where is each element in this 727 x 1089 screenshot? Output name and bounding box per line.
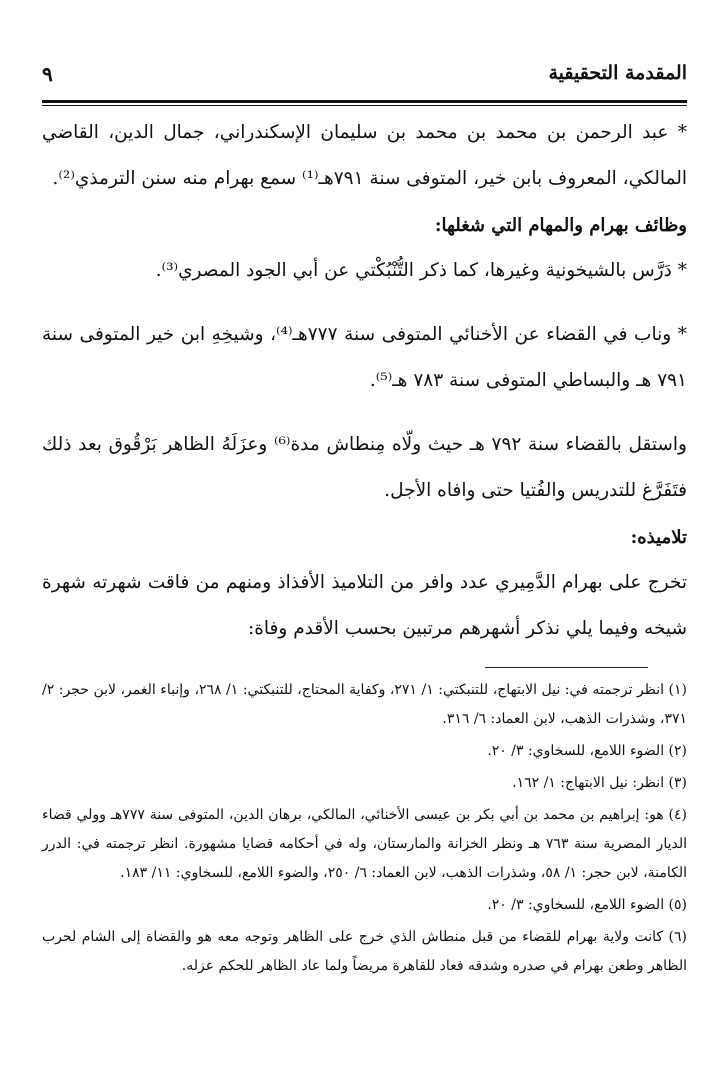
- footnote-6: (٦) كانت ولاية بهرام للقضاء من قبل منطاش الذي خرج على الظاهر وتوجه معه هو والقضاة إلى الشام لحرب الظاهر وطعن بهرام في صدره وشدقه فعاد للقاهرة مريضاً ولما عاد الظاهر للحكم عزله.: [42, 929, 687, 974]
- page-number: ٩: [42, 62, 53, 86]
- paragraph-deputy-judge: * وناب في القضاء عن الأخنائي المتوفى سنة ٧٧٧هـ⁽⁴⁾، وشيخِهِ ابن خير المتوفى سنة ٧٩١ هـ والبساطي المتوفى سنة ٧٨٣ هـ⁽⁵⁾.: [42, 324, 687, 391]
- running-title: المقدمة التحقيقية: [548, 62, 687, 84]
- footnote-5: (٥) الضوء اللامع، للسخاوي: ٣/ ٢٠.: [487, 897, 687, 913]
- page-header: [42, 60, 687, 94]
- section-heading-positions: وظائف بهرام والمهام التي شغلها:: [434, 215, 687, 236]
- footnote-1: (١) انظر ترجمته في: نيل الابتهاج، للتنبكتي: ١/ ٢٧١، وكفاية المحتاج، للتنبكتي: ١/ ٢٦٨، وإنباء الغمر، لابن حجر: ٢/ ٣٧١، وشذرات الذهب، لابن العماد: ٦/ ٣١٦.: [42, 682, 687, 727]
- footnote-2: (٢) الضوء اللامع، للسخاوي: ٣/ ٢٠.: [487, 743, 687, 759]
- footnote-separator: [485, 667, 648, 668]
- section-heading-students: تلاميذه:: [630, 527, 687, 548]
- main-text: [42, 110, 687, 652]
- paragraph-teaching: * دَرَّس بالشيخونية وغيرها، كما ذكر التُّنْبُكْتي عن أبي الجود المصري⁽³⁾.: [155, 260, 687, 281]
- footnotes: [42, 676, 687, 984]
- paragraph-independent-judge: واستقل بالقضاء سنة ٧٩٢ هـ حيث ولّاه مِنطاش مدة⁽⁶⁾ وعزَلَهُ الظاهر بَرْقُوق بعد ذلك فتَفَرَّغ للتدريس والفُتيا حتى وافاه الأجل.: [42, 434, 687, 501]
- paragraph-students: تخرج على بهرام الدَّمِيري عدد وافر من التلاميذ الأفذاذ ومنهم من فاقت شهرته شهرة شيخه وفيما يلي نذكر أشهرهم مرتبين بحسب الأقدم وفاة:: [42, 572, 687, 639]
- footnote-3: (٣) انظر: نيل الابتهاج: ١/ ١٦٢.: [512, 775, 687, 791]
- paragraph-teacher-ibn-khair: * عبد الرحمن بن محمد بن محمد بن سليمان الإسكندراني، جمال الدين، القاضي المالكي، المعروف بابن خير، المتوفى سنة ٧٩١هـ⁽¹⁾ سمع بهرام منه سنن الترمذي⁽²⁾.: [42, 122, 687, 189]
- header-rule-thin: [42, 105, 687, 106]
- header-rule-thick: [42, 100, 687, 103]
- footnote-4: (٤) هو: إبراهيم بن محمد بن أبي بكر بن عيسى الأخنائي، المالكي، برهان الدين، المتوفى سنة ٧٧٧هـ وولي قضاء الديار المصرية سنة ٧٦٣ هـ ونظر الخزانة والمارستان، وله في أحكامه قضايا مشهورة. انظر ترجمته في: الدرر الكامنة، لابن حجر: ١/ ٥٨، وشذرات الذهب، لابن العماد: ٦/ ٢٥٠، والضوء اللامع، للسخاوي: ١١/ ١٨٣.: [42, 807, 687, 881]
